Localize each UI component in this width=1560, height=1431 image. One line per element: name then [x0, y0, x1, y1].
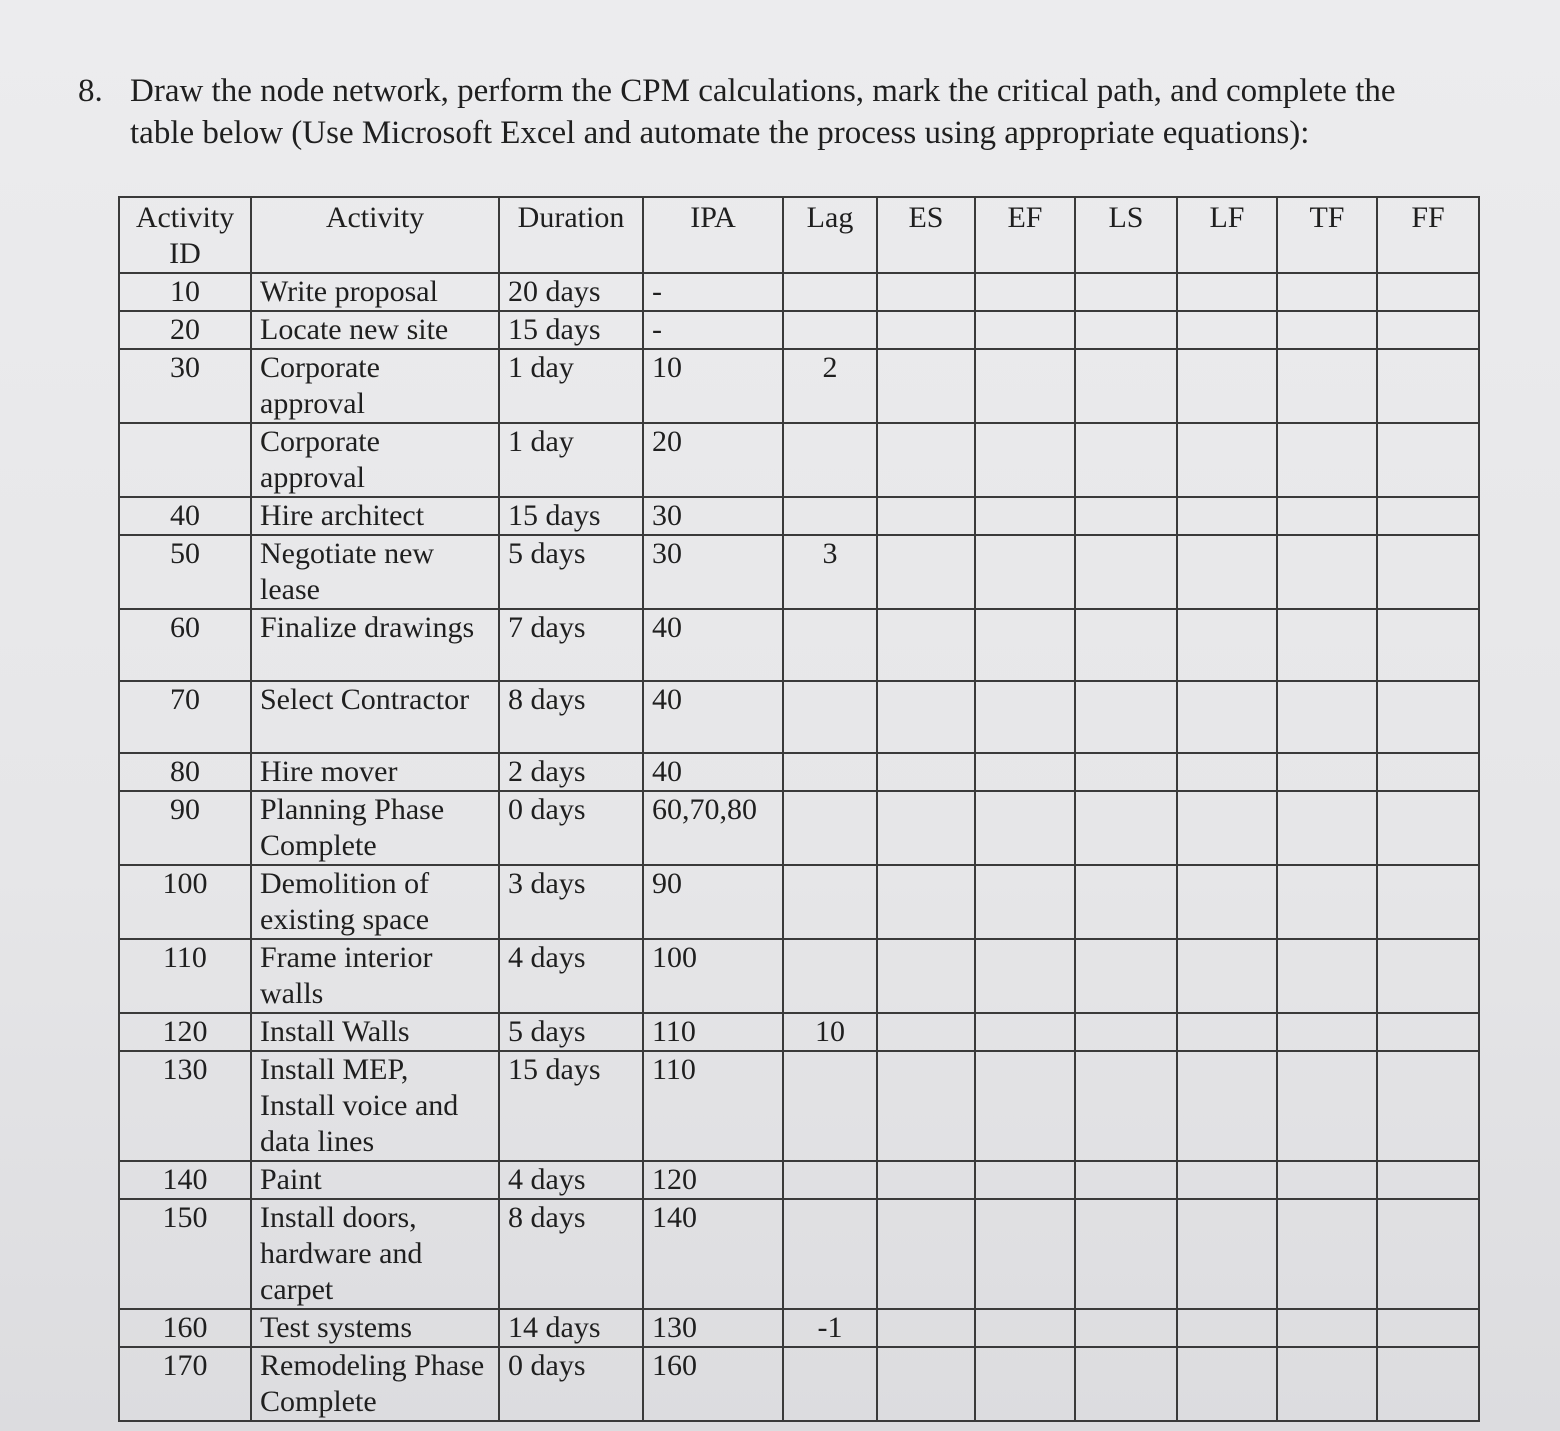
activity-id-cell: 10 [119, 273, 251, 311]
ls-cell[interactable] [1075, 681, 1177, 753]
ff-cell[interactable] [1377, 1161, 1479, 1199]
table-row [119, 1309, 1479, 1347]
duration-cell: 0 days [499, 791, 643, 865]
ef-cell[interactable] [975, 1161, 1075, 1199]
ls-cell[interactable] [1075, 791, 1177, 865]
ff-cell[interactable] [1377, 865, 1479, 939]
lag-cell [783, 609, 877, 681]
duration-cell: 5 days [499, 535, 643, 609]
activity-id-cell: 160 [119, 1309, 251, 1347]
table-row [119, 311, 1479, 349]
activity-name-cell: Finalize drawings [251, 609, 499, 681]
header-ipa: IPA [643, 197, 783, 273]
ipa-cell: - [643, 311, 783, 349]
es-cell[interactable] [877, 791, 975, 865]
tf-cell[interactable] [1277, 423, 1377, 497]
activity-id-cell: 140 [119, 1161, 251, 1199]
activity-name-cell: Frame interior walls [251, 939, 499, 1013]
activity-name-cell: Locate new site [251, 311, 499, 349]
lag-cell [783, 1199, 877, 1309]
lf-cell[interactable] [1177, 423, 1277, 497]
ls-cell[interactable] [1075, 423, 1177, 497]
ls-cell[interactable] [1075, 753, 1177, 791]
lf-cell[interactable] [1177, 791, 1277, 865]
es-cell[interactable] [877, 609, 975, 681]
ef-cell[interactable] [975, 939, 1075, 1013]
activity-id-cell: 90 [119, 791, 251, 865]
ff-cell[interactable] [1377, 791, 1479, 865]
es-cell[interactable] [877, 1013, 975, 1051]
activity-name-cell: Hire architect [251, 497, 499, 535]
lag-cell: 2 [783, 349, 877, 423]
ipa-cell: 40 [643, 609, 783, 681]
es-cell[interactable] [877, 681, 975, 753]
table-row [119, 1013, 1479, 1051]
duration-cell: 8 days [499, 1199, 643, 1309]
activity-name-cell: Planning Phase Complete [251, 791, 499, 865]
cpm-table [118, 196, 1480, 1422]
ipa-cell: - [643, 273, 783, 311]
activity-name-cell: Test systems [251, 1309, 499, 1347]
activity-id-cell: 20 [119, 311, 251, 349]
ff-cell[interactable] [1377, 1013, 1479, 1051]
ef-cell[interactable] [975, 1347, 1075, 1421]
activity-id-cell: 80 [119, 753, 251, 791]
lag-cell: 3 [783, 535, 877, 609]
ipa-cell: 90 [643, 865, 783, 939]
table-row [119, 939, 1479, 1013]
lf-cell[interactable] [1177, 1013, 1277, 1051]
activity-name-cell: Install MEP, Install voice and data lines [251, 1051, 499, 1161]
ls-cell[interactable] [1075, 1309, 1177, 1347]
es-cell[interactable] [877, 753, 975, 791]
ff-cell[interactable] [1377, 1347, 1479, 1421]
ls-cell[interactable] [1075, 1161, 1177, 1199]
activity-id-cell: 30 [119, 349, 251, 423]
ff-cell[interactable] [1377, 311, 1479, 349]
activity-id-cell: 110 [119, 939, 251, 1013]
activity-id-cell: 70 [119, 681, 251, 753]
ef-cell[interactable] [975, 1309, 1075, 1347]
activity-id-cell: 150 [119, 1199, 251, 1309]
ipa-cell: 110 [643, 1013, 783, 1051]
ls-cell[interactable] [1075, 1013, 1177, 1051]
duration-cell: 7 days [499, 609, 643, 681]
table-row [119, 273, 1479, 311]
ef-cell[interactable] [975, 791, 1075, 865]
ef-cell[interactable] [975, 535, 1075, 609]
ff-cell[interactable] [1377, 273, 1479, 311]
ipa-cell: 30 [643, 535, 783, 609]
tf-cell[interactable] [1277, 535, 1377, 609]
table-row [119, 681, 1479, 753]
activity-id-cell: 60 [119, 609, 251, 681]
lag-cell [783, 753, 877, 791]
header-lag: Lag [783, 197, 877, 273]
ff-cell[interactable] [1377, 1309, 1479, 1347]
lag-cell [783, 311, 877, 349]
lf-cell[interactable] [1177, 497, 1277, 535]
ls-cell[interactable] [1075, 1199, 1177, 1309]
table-row [119, 535, 1479, 609]
es-cell[interactable] [877, 1199, 975, 1309]
table-header-row [119, 197, 1479, 273]
tf-cell[interactable] [1277, 681, 1377, 753]
tf-cell[interactable] [1277, 753, 1377, 791]
table-row [119, 497, 1479, 535]
ipa-cell: 30 [643, 497, 783, 535]
tf-cell[interactable] [1277, 311, 1377, 349]
ls-cell[interactable] [1075, 349, 1177, 423]
ff-cell[interactable] [1377, 1199, 1479, 1309]
lf-cell[interactable] [1177, 939, 1277, 1013]
ipa-cell: 60,70,80 [643, 791, 783, 865]
ef-cell[interactable] [975, 865, 1075, 939]
ipa-cell: 10 [643, 349, 783, 423]
ff-cell[interactable] [1377, 535, 1479, 609]
question-line-1: Draw the node network, perform the CPM calculations, mark the critical path, and complete the [130, 73, 1396, 109]
tf-cell[interactable] [1277, 939, 1377, 1013]
lag-cell [783, 1161, 877, 1199]
tf-cell[interactable] [1277, 1309, 1377, 1347]
activity-id-cell: 100 [119, 865, 251, 939]
ls-cell[interactable] [1075, 1347, 1177, 1421]
activity-name-cell: Paint [251, 1161, 499, 1199]
ef-cell[interactable] [975, 311, 1075, 349]
lf-cell[interactable] [1177, 753, 1277, 791]
activity-name-cell: Select Contractor [251, 681, 499, 753]
table-row [119, 1161, 1479, 1199]
es-cell[interactable] [877, 1347, 975, 1421]
question-line-2: table below (Use Microsoft Excel and automate the process using appropriate equations): [130, 115, 1310, 151]
duration-cell: 1 day [499, 349, 643, 423]
tf-cell[interactable] [1277, 1199, 1377, 1309]
lag-cell: 10 [783, 1013, 877, 1051]
header-ff: FF [1377, 197, 1479, 273]
ef-cell[interactable] [975, 681, 1075, 753]
header-duration: Duration [499, 197, 643, 273]
es-cell[interactable] [877, 939, 975, 1013]
table-row [119, 1199, 1479, 1309]
activity-id-cell [119, 423, 251, 497]
tf-cell[interactable] [1277, 791, 1377, 865]
tf-cell[interactable] [1277, 273, 1377, 311]
lf-cell[interactable] [1177, 349, 1277, 423]
ipa-cell: 20 [643, 423, 783, 497]
duration-cell: 1 day [499, 423, 643, 497]
duration-cell: 8 days [499, 681, 643, 753]
ff-cell[interactable] [1377, 497, 1479, 535]
lf-cell[interactable] [1177, 1199, 1277, 1309]
ff-cell[interactable] [1377, 609, 1479, 681]
lf-cell[interactable] [1177, 681, 1277, 753]
ff-cell[interactable] [1377, 423, 1479, 497]
es-cell[interactable] [877, 349, 975, 423]
duration-cell: 15 days [499, 497, 643, 535]
activity-name-cell: Install Walls [251, 1013, 499, 1051]
activity-name-cell: Corporate approval [251, 423, 499, 497]
duration-cell: 4 days [499, 1161, 643, 1199]
activity-name-cell: Demolition of existing space [251, 865, 499, 939]
duration-cell: 4 days [499, 939, 643, 1013]
ls-cell[interactable] [1075, 497, 1177, 535]
tf-cell[interactable] [1277, 1051, 1377, 1161]
tf-cell[interactable] [1277, 1347, 1377, 1421]
lf-cell[interactable] [1177, 609, 1277, 681]
activity-name-cell: Install doors, hardware and carpet [251, 1199, 499, 1309]
duration-cell: 5 days [499, 1013, 643, 1051]
activity-id-cell: 170 [119, 1347, 251, 1421]
ff-cell[interactable] [1377, 1051, 1479, 1161]
lf-cell[interactable] [1177, 1309, 1277, 1347]
ef-cell[interactable] [975, 1051, 1075, 1161]
tf-cell[interactable] [1277, 609, 1377, 681]
lag-cell [783, 1051, 877, 1161]
duration-cell: 20 days [499, 273, 643, 311]
activity-id-cell: 130 [119, 1051, 251, 1161]
es-cell[interactable] [877, 311, 975, 349]
ef-cell[interactable] [975, 273, 1075, 311]
es-cell[interactable] [877, 423, 975, 497]
lag-cell [783, 1347, 877, 1421]
es-cell[interactable] [877, 865, 975, 939]
table-row [119, 1347, 1479, 1421]
ls-cell[interactable] [1075, 535, 1177, 609]
ipa-cell: 40 [643, 753, 783, 791]
tf-cell[interactable] [1277, 497, 1377, 535]
lf-cell[interactable] [1177, 1161, 1277, 1199]
lf-cell[interactable] [1177, 273, 1277, 311]
question-text [130, 70, 1470, 154]
header-ef: EF [975, 197, 1075, 273]
ipa-cell: 140 [643, 1199, 783, 1309]
es-cell[interactable] [877, 497, 975, 535]
duration-cell: 0 days [499, 1347, 643, 1421]
tf-cell[interactable] [1277, 1161, 1377, 1199]
ff-cell[interactable] [1377, 939, 1479, 1013]
table-row [119, 423, 1479, 497]
lag-cell: -1 [783, 1309, 877, 1347]
es-cell[interactable] [877, 535, 975, 609]
ipa-cell: 110 [643, 1051, 783, 1161]
lag-cell [783, 423, 877, 497]
lf-cell[interactable] [1177, 1347, 1277, 1421]
table-row [119, 609, 1479, 681]
duration-cell: 2 days [499, 753, 643, 791]
ff-cell[interactable] [1377, 349, 1479, 423]
ls-cell[interactable] [1075, 939, 1177, 1013]
lag-cell [783, 681, 877, 753]
ef-cell[interactable] [975, 423, 1075, 497]
tf-cell[interactable] [1277, 1013, 1377, 1051]
ipa-cell: 120 [643, 1161, 783, 1199]
table-body [119, 273, 1479, 1421]
activity-name-cell: Hire mover [251, 753, 499, 791]
tf-cell[interactable] [1277, 349, 1377, 423]
duration-cell: 15 days [499, 1051, 643, 1161]
header-ls: LS [1075, 197, 1177, 273]
ls-cell[interactable] [1075, 273, 1177, 311]
lag-cell [783, 939, 877, 1013]
ef-cell[interactable] [975, 753, 1075, 791]
header-es: ES [877, 197, 975, 273]
es-cell[interactable] [877, 1051, 975, 1161]
lag-cell [783, 865, 877, 939]
table-row [119, 865, 1479, 939]
ls-cell[interactable] [1075, 865, 1177, 939]
activity-name-cell: Corporate approval [251, 349, 499, 423]
header-activity: Activity [251, 197, 499, 273]
activity-id-cell: 120 [119, 1013, 251, 1051]
table-row [119, 753, 1479, 791]
header-activity-id: Activity ID [119, 197, 251, 273]
es-cell[interactable] [877, 1309, 975, 1347]
ls-cell[interactable] [1075, 1051, 1177, 1161]
activity-id-cell: 40 [119, 497, 251, 535]
lf-cell[interactable] [1177, 311, 1277, 349]
activity-name-cell: Remodeling Phase Complete [251, 1347, 499, 1421]
activity-name-cell: Write proposal [251, 273, 499, 311]
ipa-cell: 40 [643, 681, 783, 753]
ef-cell[interactable] [975, 1199, 1075, 1309]
table-row [119, 1051, 1479, 1161]
ef-cell[interactable] [975, 609, 1075, 681]
ef-cell[interactable] [975, 1013, 1075, 1051]
ipa-cell: 160 [643, 1347, 783, 1421]
lag-cell [783, 791, 877, 865]
tf-cell[interactable] [1277, 865, 1377, 939]
lf-cell[interactable] [1177, 865, 1277, 939]
ef-cell[interactable] [975, 349, 1075, 423]
ls-cell[interactable] [1075, 311, 1177, 349]
ef-cell[interactable] [975, 497, 1075, 535]
header-lf: LF [1177, 197, 1277, 273]
header-tf: TF [1277, 197, 1377, 273]
ff-cell[interactable] [1377, 753, 1479, 791]
lag-cell [783, 497, 877, 535]
ff-cell[interactable] [1377, 681, 1479, 753]
activity-id-cell: 50 [119, 535, 251, 609]
question-number: 8. [78, 73, 103, 109]
lag-cell [783, 273, 877, 311]
table-row [119, 349, 1479, 423]
lf-cell[interactable] [1177, 1051, 1277, 1161]
lf-cell[interactable] [1177, 535, 1277, 609]
ipa-cell: 130 [643, 1309, 783, 1347]
duration-cell: 3 days [499, 865, 643, 939]
duration-cell: 14 days [499, 1309, 643, 1347]
activity-name-cell: Negotiate new lease [251, 535, 499, 609]
es-cell[interactable] [877, 273, 975, 311]
duration-cell: 15 days [499, 311, 643, 349]
es-cell[interactable] [877, 1161, 975, 1199]
ls-cell[interactable] [1075, 609, 1177, 681]
table-row [119, 791, 1479, 865]
ipa-cell: 100 [643, 939, 783, 1013]
